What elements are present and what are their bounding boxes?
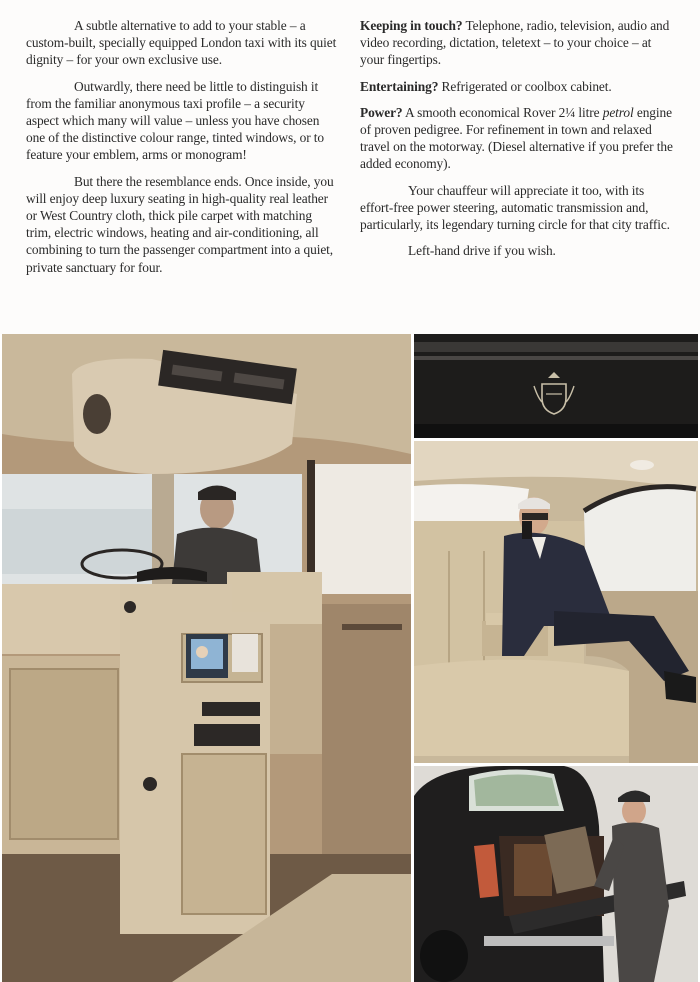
- left-hand-drive-paragraph: Left-hand drive if you wish.: [408, 243, 556, 259]
- power-lead: Power?: [360, 104, 403, 120]
- door-emblem-photo: [414, 334, 698, 438]
- entertaining-lead: Entertaining?: [360, 78, 439, 94]
- exterior-paragraph: Outwardly, there need be little to distinguish it from the familiar anonymous taxi profile – a security aspect which many will value – unless you have chosen one of the distinctive colour range, tinted windows, or to feature your emblem, arms or monogram!: [26, 78, 325, 163]
- chauffeur-paragraph: Your chauffeur will appreciate it too, with its effort-free power steering, automatic transmission and, particularly, its legendary turning circle for that city traffic.: [360, 182, 670, 233]
- power-paragraph: [360, 104, 675, 173]
- keeping-in-touch-paragraph: [360, 17, 675, 69]
- boot-luggage-photo: [414, 766, 698, 982]
- power-text-a: A smooth economical Rover 2¼ litre: [402, 104, 603, 120]
- intro-paragraph: A subtle alternative to add to your stable – a custom-built, specially equipped London taxi with its quiet dignity – for your own exclusive use.: [26, 18, 337, 68]
- right-column: [360, 17, 675, 268]
- interior-console-photo: [2, 334, 411, 982]
- keeping-in-touch-lead: Keeping in touch?: [360, 18, 463, 33]
- left-column: [26, 17, 340, 285]
- interior-paragraph: But there the resemblance ends. Once inside, you will enjoy deep luxury seating in high-quality real leather or West Country cloth, thick pile carpet with matching trim, electric windows, heating and air-conditioning, all combining to turn the passenger compartment into a quiet, private sanctuary for four.: [26, 173, 334, 275]
- power-text-b: engine of proven pedigree. For refinement in town and relaxed travel on the motorway. (Diesel alternative if you prefer the added economy).: [360, 104, 673, 172]
- passenger-seat-photo: [414, 441, 698, 763]
- entertaining-paragraph: [360, 78, 675, 95]
- keeping-in-touch-text: Telephone, radio, television, audio and video recording, dictation, teletext – to your choice – at your fingertips.: [360, 18, 670, 68]
- power-italic: petrol: [602, 104, 634, 120]
- entertaining-text: Refrigerated or coolbox cabinet.: [438, 78, 612, 94]
- photo-grid: [0, 334, 700, 982]
- text-area: [0, 0, 700, 334]
